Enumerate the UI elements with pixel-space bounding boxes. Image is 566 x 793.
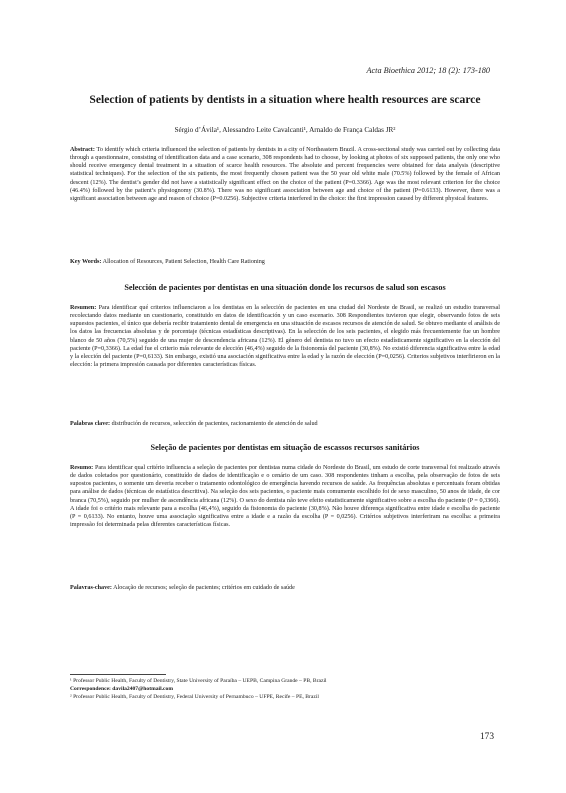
palavras-chave-label: Palavras-chave:	[70, 585, 112, 591]
keywords-label: Key Words:	[70, 259, 102, 265]
resumen-label: Resumen:	[70, 305, 97, 311]
portuguese-title: Seleção de pacientes por dentistas em situação de escassos recursos sanitários	[150, 443, 420, 452]
footnote-affiliation-1: ¹ Professor Public Health, Faculty of Dentistry, State University of Paraíba – UEPB, Campina Grande – PB, Brazil	[70, 678, 327, 684]
resumo-text: Para identificar qual critério influencia a seleção de pacientes por dentistas numa cidade do Nordeste do Brasil, um estudo de corte transversal foi realizado através de dados coletados por questionário, constituído de dados de identificação e o cenário de um caso. 308 respondentes tinham a escolha, pela observação de fotos de seis supostos pacientes, o somente um deveria receber o tratamento odontológico de emergência havendo recursos de saúde. As frequências absolutas e percentuais foram obtidas para análise de dados (técnicas de estatística descritiva). Na seleção dos seis pacientes, o paciente mais comumente escolhido foi de sexo masculino, 50 anos de idade, de cor branca (70,5%), seguido por mulher de ascendência africana (12%). O sexo do dentista não teve efeito estatisticamente significativo sobre a escolha do paciente (P = 0,3366). A idade foi o critério mais relevante para a escolha (46,4%), seguido da fisionomia do paciente (30,8%). Não houve diferença significativa entre idade e escolha do paciente (P = 0,6133). No entanto, houve uma associação significativa entre a idade e a razão da escolha (P = 0,0256). Critérios subjetivos interferiram na escolha: a primeira impressão foi determinada pelas diferentes características físicas.	[70, 465, 500, 529]
keywords-english	[70, 259, 500, 265]
footnote-affiliation-2: ² Professor Public Health, Faculty of Dentistry, Federal University of Pernambuco – UFPE, Recife – PE, Brazil	[70, 694, 319, 701]
footnotes	[70, 677, 500, 702]
abstract-english	[70, 146, 500, 203]
spanish-title: Selección de pacientes por dentistas en una situación donde los recursos de salud son escasos	[124, 283, 446, 292]
abstract-text: To identify which criteria influenced the selection of patients by dentists in a city of Northeastern Brazil. A cross-sectional study was carried out by collecting data through a questionnaire, consisting of identification data and a case scenario, 308 respondents had to choose, by looking at photos of six supposed patients, the only one who should receive emergency dental treatment in a situation of scarce health resources. The absolute and percent frequencies were obtained for data analysis (descriptive statistical techniques). For the selection of the six patients, the most frequently chosen patient was the 50 year old white male (70.5%) followed by the female of African descent (12%). The dentist’s gender did not have a statistically significant effect on the choice of the patient (P=0.3366). Age was the most relevant criterion for the choice (46.4%) followed by the patient’s physiognomy (30.8%). There was no significant association between age and choice of the patient (P=0.6133). However, there was a significant association between age and reason of choice (P=0.0256). Subjective criteria interfered in the choice: the first impression caused by different physical features.	[70, 147, 500, 202]
article-title: Selection of patients by dentists in a situation where health resources are scarce	[89, 93, 481, 106]
page-number: 173	[479, 732, 494, 742]
author-list: Sérgio d’Ávila¹, Alessandro Leite Cavalcanti¹, Arnaldo de França Caldas JR²	[174, 126, 396, 134]
resumo-label: Resumo:	[70, 465, 94, 471]
keywords-text: Allocation of Resources, Patient Selection, Health Care Rationing	[102, 259, 265, 265]
keywords-portuguese	[70, 585, 500, 591]
abstract-label: Abstract:	[70, 147, 95, 153]
abstract-portuguese	[70, 464, 500, 529]
resumen-text: Para identificar qué criterios influenciaron a los dentistas en la selección de pacientes en una ciudad del Nordeste de Brasil, se realizó un estudio transversal recolectando datos mediante un cuestionario, constituido en datos de identificación y un caso escenario. 308 Respondientes tuvieron que elegir, observando fotos de seis supuestos pacientes, el único que debería recibir tratamiento dental de emergencia en una situación de escasos recursos de atención de salud. Se obtuvo mediante el análisis de los datos las frecuencias absolutas y de porcentaje (técnicas estadísticas descriptivas). En la selección de los seis pacientes, el elegido más frecuentemente fue un hombre blanco de 50 años (70,5%) seguido de una mujer de descendencia africana (12%). El género del dentista no tuvo un efecto estadísticamente significativo en la elección del paciente (P=0,3366). La edad fue el criterio más relevante de elección (46,4%) seguido de la fisionomía del paciente (30,8%). No existió diferencia significativa entre la edad y la elección del paciente (P=0,6133). Sin embargo, existió una asociación significativa entre la edad y la razón de elección (P=0,0256). Criterios subjetivos interfirieron en la elección: la primera impresión causada por diferentes características físicas.	[70, 305, 500, 369]
running-head: Acta Bioethica 2012; 18 (2): 173-180	[366, 66, 490, 75]
keywords-spanish	[70, 421, 500, 427]
palabras-clave-text: distribución de recursos, selección de pacientes, racionamiento de atención de salud	[111, 421, 318, 427]
footnote-correspondence: Correspondence: davila2407@hotmail.com	[70, 686, 173, 693]
palavras-chave-text: Alocação de recursos; seleção de pacientes; critérios em cuidado de saúde	[113, 585, 295, 591]
palabras-clave-label: Palabras clave:	[70, 421, 111, 427]
footnote-divider	[70, 674, 166, 675]
abstract-spanish	[70, 304, 500, 369]
